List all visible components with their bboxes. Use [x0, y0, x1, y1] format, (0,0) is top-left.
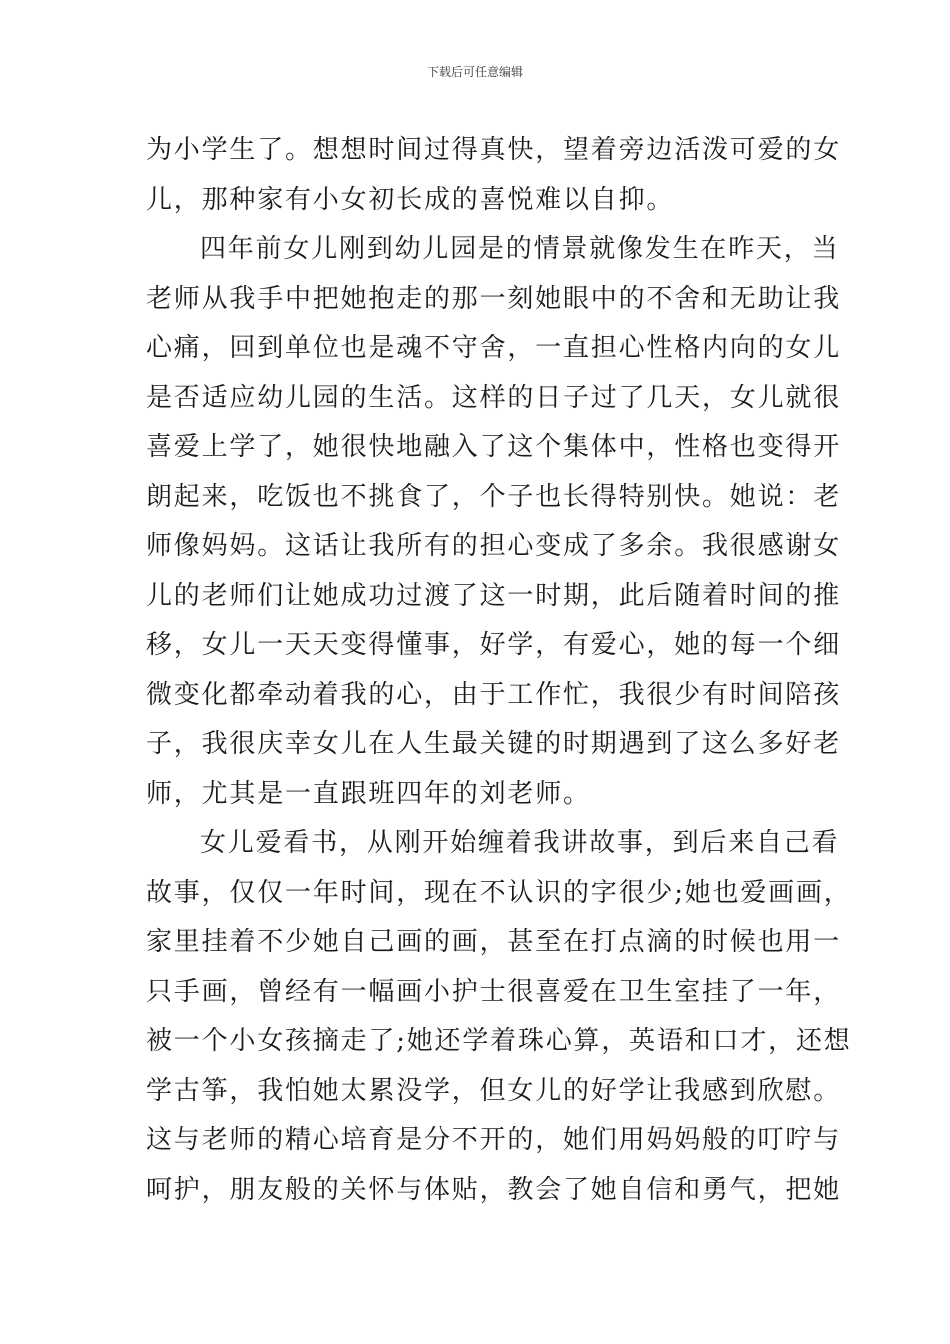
text-line: 故事，仅仅一年时间，现在不认识的字很少;她也爱画画，: [146, 877, 852, 908]
text-line: 学古筝，我怕她太累没学，但女儿的好学让我感到欣慰。: [146, 1075, 842, 1106]
text-line: 这与老师的精心培育是分不开的，她们用妈妈般的叮咛与: [146, 1125, 842, 1155]
text-line: 儿的老师们让她成功过渡了这一时期，此后随着时间的推: [146, 580, 842, 611]
text-line: 子，我很庆幸女儿在人生最关键的时期遇到了这么多好老: [146, 729, 842, 759]
text-line: 只手画，曾经有一幅画小护士很喜爱在卫生室挂了一年，: [146, 976, 842, 1007]
paragraph-3: [146, 819, 852, 1215]
text-line: 被一个小女孩摘走了;她还学着珠心算，英语和口才，还想: [146, 1026, 852, 1056]
text-line: 女儿爱看书，从刚开始缠着我讲故事，到后来自己看: [200, 828, 840, 858]
text-line: 喜爱上学了，她很快地融入了这个集体中，性格也变得开: [146, 432, 842, 462]
text-line: 呵护，朋友般的关怀与体贴，教会了她自信和勇气，把她: [146, 1174, 842, 1205]
paragraph-1: [146, 126, 842, 225]
text-line: 老师从我手中把她抱走的那一刻她眼中的不舍和无助让我: [146, 283, 842, 314]
document-body: [146, 126, 852, 1215]
text-line: 为小学生了。想想时间过得真快，望着旁边活泼可爱的女: [146, 135, 842, 165]
text-line: 四年前女儿刚到幼儿园是的情景就像发生在昨天，当: [200, 234, 840, 264]
text-line: 移，女儿一天天变得懂事，好学，有爱心，她的每一个细: [146, 630, 842, 660]
paragraph-2: [146, 225, 842, 819]
text-line: 朗起来，吃饭也不挑食了，个子也长得特别快。她说：老: [146, 481, 842, 512]
text-line: 家里挂着不少她自己画的画，甚至在打点滴的时候也用一: [146, 927, 842, 957]
text-line: 儿，那种家有小女初长成的喜悦难以自抑。: [146, 184, 675, 215]
text-line: 师，尤其是一直跟班四年的刘老师。: [146, 778, 591, 809]
page-header: 下载后可任意编辑: [426, 65, 523, 79]
text-line: 是否适应幼儿园的生活。这样的日子过了几天，女儿就很: [146, 382, 842, 413]
text-line: 心痛，回到单位也是魂不守舍，一直担心性格内向的女儿: [146, 333, 842, 363]
text-line: 微变化都牵动着我的心，由于工作忙，我很少有时间陪孩: [146, 679, 842, 710]
text-line: 师像妈妈。这话让我所有的担心变成了多余。我很感谢女: [146, 531, 842, 561]
